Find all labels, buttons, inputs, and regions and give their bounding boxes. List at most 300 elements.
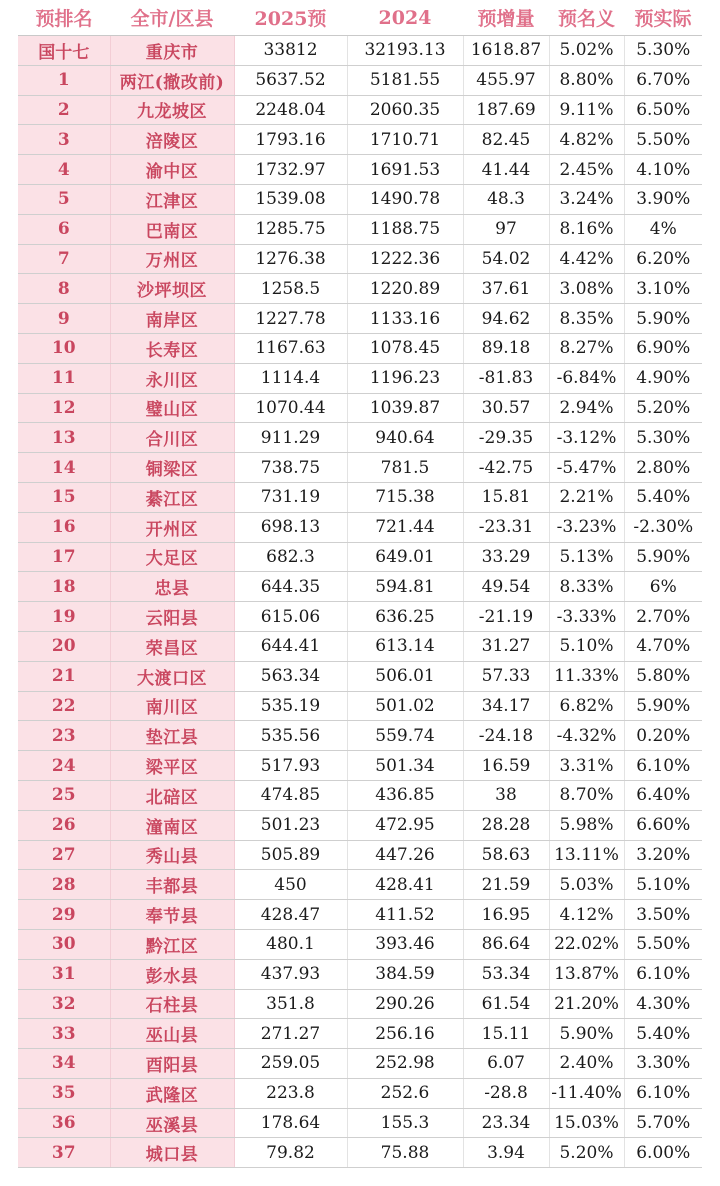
increment-cell: 53.34 [463, 959, 549, 989]
value-2025-cell: 271.27 [234, 1019, 347, 1049]
table-row [18, 125, 702, 155]
region-cell: 九龙坡区 [110, 95, 234, 125]
increment-cell: 58.63 [463, 840, 549, 870]
table-row [18, 602, 702, 632]
value-2025-cell: 351.8 [234, 989, 347, 1019]
rank-cell: 33 [18, 1019, 110, 1049]
region-cell: 奉节县 [110, 900, 234, 930]
increment-cell: 89.18 [463, 333, 549, 363]
value-2024-cell: 715.38 [347, 482, 463, 512]
gdp-ranking-sheet [18, 0, 702, 1168]
table-row [18, 631, 702, 661]
real-growth-cell: 5.90% [624, 304, 702, 334]
rank-cell: 35 [18, 1078, 110, 1108]
nominal-growth-cell: 3.08% [549, 274, 624, 304]
table-row-total [18, 36, 702, 66]
rank-cell: 24 [18, 751, 110, 781]
nominal-growth-cell: -3.23% [549, 512, 624, 542]
value-2025-cell: 731.19 [234, 482, 347, 512]
nominal-growth-cell: 6.82% [549, 691, 624, 721]
nominal-growth-cell: -4.32% [549, 721, 624, 751]
region-cell: 武隆区 [110, 1078, 234, 1108]
increment-cell: 37.61 [463, 274, 549, 304]
region-cell: 垫江县 [110, 721, 234, 751]
value-2024-cell: 1039.87 [347, 393, 463, 423]
rank-cell: 31 [18, 959, 110, 989]
value-2025-cell: 644.35 [234, 572, 347, 602]
region-cell: 黔江区 [110, 929, 234, 959]
nominal-growth-cell: 8.16% [549, 214, 624, 244]
value-2024-cell: 5181.55 [347, 65, 463, 95]
increment-cell: 455.97 [463, 65, 549, 95]
region-cell: 南川区 [110, 691, 234, 721]
nominal-growth-cell: 8.33% [549, 572, 624, 602]
table-body [18, 36, 702, 1168]
real-growth-cell: 5.70% [624, 1108, 702, 1138]
value-2024-cell: 1710.71 [347, 125, 463, 155]
region-cell: 石柱县 [110, 989, 234, 1019]
nominal-growth-cell: 15.03% [549, 1108, 624, 1138]
real-growth-cell: 5.80% [624, 661, 702, 691]
region-cell: 开州区 [110, 512, 234, 542]
region-cell: 巫溪县 [110, 1108, 234, 1138]
nominal-growth-cell: 13.87% [549, 959, 624, 989]
real-growth-cell: 6.50% [624, 95, 702, 125]
real-growth-cell: 5.90% [624, 691, 702, 721]
region-cell: 大足区 [110, 542, 234, 572]
increment-cell: 34.17 [463, 691, 549, 721]
nominal-growth-cell: 4.82% [549, 125, 624, 155]
increment-cell: 6.07 [463, 1049, 549, 1079]
nominal-growth-cell: -6.84% [549, 363, 624, 393]
rank-cell: 18 [18, 572, 110, 602]
value-2025-cell: 505.89 [234, 840, 347, 870]
nominal-growth-cell: 21.20% [549, 989, 624, 1019]
real-growth-cell: 5.10% [624, 870, 702, 900]
value-2025-cell: 535.19 [234, 691, 347, 721]
rank-cell: 29 [18, 900, 110, 930]
rank-cell: 37 [18, 1138, 110, 1168]
nominal-growth-cell: 8.35% [549, 304, 624, 334]
nominal-growth-cell: -11.40% [549, 1078, 624, 1108]
increment-cell: 61.54 [463, 989, 549, 1019]
real-growth-cell: 3.10% [624, 274, 702, 304]
nominal-growth-cell: 2.40% [549, 1049, 624, 1079]
rank-cell: 20 [18, 631, 110, 661]
increment-cell: 33.29 [463, 542, 549, 572]
real-growth-cell: 5.40% [624, 482, 702, 512]
nominal-growth-cell: 3.24% [549, 184, 624, 214]
value-2025-cell: 1227.78 [234, 304, 347, 334]
value-2025-cell: 615.06 [234, 602, 347, 632]
increment-cell: 15.81 [463, 482, 549, 512]
real-growth-cell: 6.10% [624, 751, 702, 781]
table-row [18, 65, 702, 95]
increment-cell: 82.45 [463, 125, 549, 155]
region-cell: 渝中区 [110, 155, 234, 185]
value-2025-cell: 501.23 [234, 810, 347, 840]
real-growth-cell: 0.20% [624, 721, 702, 751]
region-cell: 丰都县 [110, 870, 234, 900]
value-2025-cell: 644.41 [234, 631, 347, 661]
value-2025-cell: 535.56 [234, 721, 347, 751]
rank-cell: 10 [18, 333, 110, 363]
rank-cell: 3 [18, 125, 110, 155]
rank-cell: 23 [18, 721, 110, 751]
region-cell: 酉阳县 [110, 1049, 234, 1079]
table-row [18, 184, 702, 214]
rank-cell: 国十七 [18, 36, 110, 66]
rank-cell: 27 [18, 840, 110, 870]
real-growth-cell: 5.30% [624, 36, 702, 66]
table-row [18, 393, 702, 423]
region-cell: 涪陵区 [110, 125, 234, 155]
value-2024-cell: 506.01 [347, 661, 463, 691]
region-cell: 沙坪坝区 [110, 274, 234, 304]
real-growth-cell: 5.20% [624, 393, 702, 423]
table-header [18, 0, 702, 36]
rank-cell: 30 [18, 929, 110, 959]
increment-cell: 15.11 [463, 1019, 549, 1049]
region-cell: 荣昌区 [110, 631, 234, 661]
real-growth-cell: 5.50% [624, 929, 702, 959]
increment-cell: 28.28 [463, 810, 549, 840]
table-row [18, 1108, 702, 1138]
value-2025-cell: 911.29 [234, 423, 347, 453]
value-2024-cell: 472.95 [347, 810, 463, 840]
table-row [18, 214, 702, 244]
real-growth-cell: 6.00% [624, 1138, 702, 1168]
table-row [18, 780, 702, 810]
real-growth-cell: 3.50% [624, 900, 702, 930]
value-2024-cell: 1188.75 [347, 214, 463, 244]
value-2024-cell: 75.88 [347, 1138, 463, 1168]
value-2025-cell: 738.75 [234, 453, 347, 483]
value-2024-cell: 447.26 [347, 840, 463, 870]
nominal-growth-cell: -3.12% [549, 423, 624, 453]
region-cell: 潼南区 [110, 810, 234, 840]
value-2024-cell: 1220.89 [347, 274, 463, 304]
value-2025-cell: 5637.52 [234, 65, 347, 95]
nominal-growth-cell: 13.11% [549, 840, 624, 870]
rank-cell: 5 [18, 184, 110, 214]
region-cell: 北碚区 [110, 780, 234, 810]
rank-cell: 13 [18, 423, 110, 453]
region-cell: 两江(撤改前) [110, 65, 234, 95]
value-2024-cell: 613.14 [347, 631, 463, 661]
increment-cell: -81.83 [463, 363, 549, 393]
value-2024-cell: 1691.53 [347, 155, 463, 185]
real-growth-cell: 5.50% [624, 125, 702, 155]
region-cell: 合川区 [110, 423, 234, 453]
rank-cell: 1 [18, 65, 110, 95]
value-2024-cell: 252.98 [347, 1049, 463, 1079]
increment-cell: 38 [463, 780, 549, 810]
value-2024-cell: 636.25 [347, 602, 463, 632]
real-growth-cell: 6.90% [624, 333, 702, 363]
real-growth-cell: 6.10% [624, 959, 702, 989]
real-growth-cell: 3.30% [624, 1049, 702, 1079]
increment-cell: 3.94 [463, 1138, 549, 1168]
increment-cell: 1618.87 [463, 36, 549, 66]
real-growth-cell: 4.70% [624, 631, 702, 661]
value-2024-cell: 1078.45 [347, 333, 463, 363]
value-2024-cell: 781.5 [347, 453, 463, 483]
table-row [18, 244, 702, 274]
value-2024-cell: 411.52 [347, 900, 463, 930]
region-cell: 铜梁区 [110, 453, 234, 483]
nominal-growth-cell: 22.02% [549, 929, 624, 959]
value-2025-cell: 178.64 [234, 1108, 347, 1138]
value-2025-cell: 1539.08 [234, 184, 347, 214]
region-cell: 忠县 [110, 572, 234, 602]
real-growth-cell: 2.80% [624, 453, 702, 483]
nominal-growth-cell: 5.03% [549, 870, 624, 900]
value-2025-cell: 223.8 [234, 1078, 347, 1108]
header-2025-forecast: 2025预 [234, 0, 347, 36]
rank-cell: 14 [18, 453, 110, 483]
region-cell: 江津区 [110, 184, 234, 214]
region-cell: 城口县 [110, 1138, 234, 1168]
value-2025-cell: 259.05 [234, 1049, 347, 1079]
table-row [18, 304, 702, 334]
table-row [18, 1078, 702, 1108]
table-row [18, 512, 702, 542]
value-2024-cell: 256.16 [347, 1019, 463, 1049]
increment-cell: 97 [463, 214, 549, 244]
value-2025-cell: 450 [234, 870, 347, 900]
value-2025-cell: 33812 [234, 36, 347, 66]
rank-cell: 21 [18, 661, 110, 691]
region-cell: 永川区 [110, 363, 234, 393]
nominal-growth-cell: 11.33% [549, 661, 624, 691]
nominal-growth-cell: 8.80% [549, 65, 624, 95]
value-2024-cell: 32193.13 [347, 36, 463, 66]
table-row [18, 661, 702, 691]
table-row [18, 423, 702, 453]
value-2024-cell: 501.34 [347, 751, 463, 781]
region-cell: 南岸区 [110, 304, 234, 334]
nominal-growth-cell: -3.33% [549, 602, 624, 632]
increment-cell: 94.62 [463, 304, 549, 334]
value-2025-cell: 1167.63 [234, 333, 347, 363]
value-2024-cell: 501.02 [347, 691, 463, 721]
table-row [18, 691, 702, 721]
value-2025-cell: 517.93 [234, 751, 347, 781]
real-growth-cell: 6.10% [624, 1078, 702, 1108]
nominal-growth-cell: 5.13% [549, 542, 624, 572]
table-row [18, 959, 702, 989]
real-growth-cell: 4.90% [624, 363, 702, 393]
rank-cell: 7 [18, 244, 110, 274]
table-row [18, 542, 702, 572]
nominal-growth-cell: 4.42% [549, 244, 624, 274]
nominal-growth-cell: 5.20% [549, 1138, 624, 1168]
value-2025-cell: 1793.16 [234, 125, 347, 155]
value-2025-cell: 474.85 [234, 780, 347, 810]
table-row [18, 453, 702, 483]
rank-cell: 22 [18, 691, 110, 721]
header-forecast-increment: 预增量 [463, 0, 549, 36]
region-cell: 巴南区 [110, 214, 234, 244]
region-cell: 秀山县 [110, 840, 234, 870]
nominal-growth-cell: 8.27% [549, 333, 624, 363]
header-row [18, 0, 702, 36]
table-row [18, 95, 702, 125]
real-growth-cell: 6.70% [624, 65, 702, 95]
table-row [18, 840, 702, 870]
header-rank: 预排名 [18, 0, 110, 36]
value-2024-cell: 1196.23 [347, 363, 463, 393]
value-2025-cell: 480.1 [234, 929, 347, 959]
value-2024-cell: 155.3 [347, 1108, 463, 1138]
nominal-growth-cell: 5.90% [549, 1019, 624, 1049]
header-region: 全市/区县 [110, 0, 234, 36]
rank-cell: 17 [18, 542, 110, 572]
table-row [18, 572, 702, 602]
real-growth-cell: 5.30% [624, 423, 702, 453]
header-forecast-real: 预实际 [624, 0, 702, 36]
real-growth-cell: 4.10% [624, 155, 702, 185]
increment-cell: 49.54 [463, 572, 549, 602]
increment-cell: 31.27 [463, 631, 549, 661]
value-2025-cell: 563.34 [234, 661, 347, 691]
gdp-ranking-table [18, 0, 702, 1168]
rank-cell: 28 [18, 870, 110, 900]
header-2024: 2024 [347, 0, 463, 36]
real-growth-cell: 6.40% [624, 780, 702, 810]
rank-cell: 12 [18, 393, 110, 423]
real-growth-cell: 5.90% [624, 542, 702, 572]
region-cell: 綦江区 [110, 482, 234, 512]
nominal-growth-cell: 5.98% [549, 810, 624, 840]
header-forecast-nominal: 预名义 [549, 0, 624, 36]
region-cell: 云阳县 [110, 602, 234, 632]
region-cell: 长寿区 [110, 333, 234, 363]
value-2024-cell: 649.01 [347, 542, 463, 572]
rank-cell: 15 [18, 482, 110, 512]
real-growth-cell: 6.60% [624, 810, 702, 840]
value-2024-cell: 428.41 [347, 870, 463, 900]
nominal-growth-cell: 5.02% [549, 36, 624, 66]
increment-cell: 41.44 [463, 155, 549, 185]
real-growth-cell: 6.20% [624, 244, 702, 274]
nominal-growth-cell: 2.94% [549, 393, 624, 423]
rank-cell: 11 [18, 363, 110, 393]
increment-cell: -24.18 [463, 721, 549, 751]
rank-cell: 36 [18, 1108, 110, 1138]
value-2025-cell: 1732.97 [234, 155, 347, 185]
table-row [18, 1138, 702, 1168]
increment-cell: -42.75 [463, 453, 549, 483]
table-row [18, 870, 702, 900]
table-row [18, 1019, 702, 1049]
nominal-growth-cell: 3.31% [549, 751, 624, 781]
value-2024-cell: 1490.78 [347, 184, 463, 214]
value-2024-cell: 384.59 [347, 959, 463, 989]
increment-cell: 16.95 [463, 900, 549, 930]
real-growth-cell: 2.70% [624, 602, 702, 632]
real-growth-cell: 3.90% [624, 184, 702, 214]
increment-cell: 30.57 [463, 393, 549, 423]
value-2024-cell: 290.26 [347, 989, 463, 1019]
rank-cell: 26 [18, 810, 110, 840]
rank-cell: 25 [18, 780, 110, 810]
value-2024-cell: 2060.35 [347, 95, 463, 125]
value-2025-cell: 1070.44 [234, 393, 347, 423]
increment-cell: -21.19 [463, 602, 549, 632]
value-2025-cell: 1285.75 [234, 214, 347, 244]
value-2024-cell: 721.44 [347, 512, 463, 542]
region-cell: 大渡口区 [110, 661, 234, 691]
region-cell: 万州区 [110, 244, 234, 274]
region-cell: 彭水县 [110, 959, 234, 989]
value-2025-cell: 698.13 [234, 512, 347, 542]
value-2024-cell: 594.81 [347, 572, 463, 602]
rank-cell: 34 [18, 1049, 110, 1079]
value-2025-cell: 2248.04 [234, 95, 347, 125]
value-2024-cell: 436.85 [347, 780, 463, 810]
region-cell: 重庆市 [110, 36, 234, 66]
increment-cell: 16.59 [463, 751, 549, 781]
rank-cell: 4 [18, 155, 110, 185]
table-row [18, 274, 702, 304]
nominal-growth-cell: -5.47% [549, 453, 624, 483]
region-cell: 璧山区 [110, 393, 234, 423]
value-2025-cell: 428.47 [234, 900, 347, 930]
nominal-growth-cell: 9.11% [549, 95, 624, 125]
value-2025-cell: 437.93 [234, 959, 347, 989]
table-row [18, 1049, 702, 1079]
real-growth-cell: 5.40% [624, 1019, 702, 1049]
increment-cell: 86.64 [463, 929, 549, 959]
table-row [18, 333, 702, 363]
value-2025-cell: 1114.4 [234, 363, 347, 393]
value-2024-cell: 252.6 [347, 1078, 463, 1108]
value-2024-cell: 559.74 [347, 721, 463, 751]
real-growth-cell: 6% [624, 572, 702, 602]
rank-cell: 19 [18, 602, 110, 632]
real-growth-cell: -2.30% [624, 512, 702, 542]
increment-cell: -29.35 [463, 423, 549, 453]
increment-cell: -28.8 [463, 1078, 549, 1108]
value-2025-cell: 79.82 [234, 1138, 347, 1168]
table-row [18, 810, 702, 840]
rank-cell: 2 [18, 95, 110, 125]
increment-cell: 187.69 [463, 95, 549, 125]
value-2025-cell: 1276.38 [234, 244, 347, 274]
table-row [18, 363, 702, 393]
nominal-growth-cell: 2.21% [549, 482, 624, 512]
value-2024-cell: 393.46 [347, 929, 463, 959]
increment-cell: -23.31 [463, 512, 549, 542]
real-growth-cell: 4.30% [624, 989, 702, 1019]
value-2024-cell: 1133.16 [347, 304, 463, 334]
rank-cell: 8 [18, 274, 110, 304]
increment-cell: 54.02 [463, 244, 549, 274]
increment-cell: 21.59 [463, 870, 549, 900]
rank-cell: 6 [18, 214, 110, 244]
table-row [18, 989, 702, 1019]
value-2025-cell: 1258.5 [234, 274, 347, 304]
table-row [18, 155, 702, 185]
increment-cell: 48.3 [463, 184, 549, 214]
rank-cell: 32 [18, 989, 110, 1019]
increment-cell: 57.33 [463, 661, 549, 691]
region-cell: 梁平区 [110, 751, 234, 781]
table-row [18, 929, 702, 959]
table-row [18, 482, 702, 512]
